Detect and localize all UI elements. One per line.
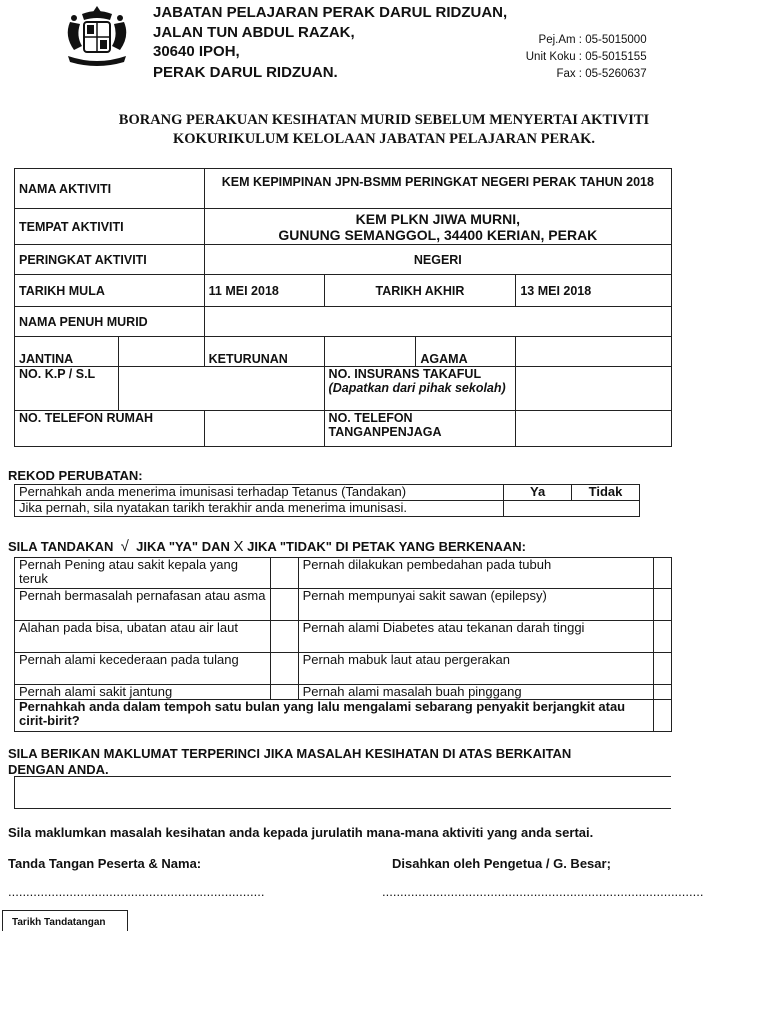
principal-signature-line[interactable]: ......................................................................................... [382,884,704,899]
keturunan-label: KETURUNAN [204,337,324,367]
tempat-aktiviti-value: KEM PLKN JIWA MURNI, GUNUNG SEMANGGOL, 34400 KERIAN, PERAK [204,209,671,245]
insurans-label: NO. INSURANS TAKAFUL (Dapatkan dari pihak sekolah) [324,367,516,411]
check-mark-icon: √ [120,538,129,555]
condition-right-3-box[interactable] [654,621,672,653]
nama-aktiviti-value: KEM KEPIMPINAN JPN-BSMM PERINGKAT NEGERI PERAK TAHUN 2018 [204,169,671,209]
participant-signature-line[interactable]: ....................................................................... [8,884,265,899]
address-line-1: JABATAN PELAJARAN PERAK DARUL RIDZUAN, [153,4,508,21]
condition-right-4-box[interactable] [654,653,672,685]
tetanus-question: Pernahkah anda menerima imunisasi terhadap Tetanus (Tandakan) [15,485,504,501]
condition-left-5-box[interactable] [270,685,298,700]
condition-infectious-question: Pernahkah anda dalam tempoh satu bulan yang lalu mengalami sebarang penyakit berjangkit atau cirit-birit? [15,700,654,732]
health-details-field[interactable] [14,776,671,809]
tarikh-akhir-label: TARIKH AKHIR [324,275,516,307]
condition-left-5: Pernah alami sakit jantung [15,685,271,700]
address-line-3: 30640 IPOH, [153,43,240,60]
nama-murid-field[interactable] [204,307,671,337]
nama-murid-label: NAMA PENUH MURID [15,307,205,337]
peringkat-aktiviti-value: NEGERI [204,245,671,275]
condition-right-1-box[interactable] [654,558,672,589]
cross-mark-icon: X [233,538,244,555]
ya-option[interactable]: Ya [504,485,572,501]
condition-left-4: Pernah alami kecederaan pada tulang [15,653,271,685]
form-title-line-1: BORANG PERAKUAN KESIHATAN MURID SEBELUM MENYERTAI AKTIVITI [118,112,650,128]
condition-left-3-box[interactable] [270,621,298,653]
immunisation-table [14,484,640,517]
inform-trainer-note: Sila maklumkan masalah kesihatan anda kepada jurulatih mana-mana aktiviti yang anda sertai. [8,825,594,840]
contact-fax: Fax : 05-5260637 [556,68,647,80]
address-line-2: JALAN TUN ABDUL RAZAK, [153,24,355,41]
details-heading-2: DENGAN ANDA. [8,762,109,777]
malaysia-coat-of-arms-icon [60,4,134,70]
jantina-label: JANTINA [15,337,119,367]
condition-right-4: Pernah mabuk laut atau pergerakan [298,653,653,685]
condition-left-3: Alahan pada bisa, ubatan atau air laut [15,621,271,653]
condition-right-3: Pernah alami Diabetes atau tekanan darah tinggi [298,621,653,653]
health-conditions-table [14,557,672,732]
contact-unit-koku: Unit Koku : 05-5015155 [525,51,647,63]
contact-pejabat: Pej.Am : 05-5015000 [538,34,647,46]
participant-signature-label: Tanda Tangan Peserta & Nama: [8,856,202,871]
signature-date-box[interactable] [2,910,128,931]
condition-right-2-box[interactable] [654,589,672,621]
condition-right-1: Pernah dilakukan pembedahan pada tubuh [298,558,653,589]
telefon-penjaga-label: NO. TELEFON TANGANPENJAGA [324,411,516,447]
condition-infectious-box[interactable] [654,700,672,732]
tempat-aktiviti-label: TEMPAT AKTIVITI [15,209,205,245]
tarikh-akhir-value: 13 MEI 2018 [516,275,672,307]
signature-date-label: Tarikh Tandatangan [12,917,106,928]
insurans-field[interactable] [516,367,672,411]
tidak-option[interactable]: Tidak [572,485,640,501]
nama-aktiviti-label: NAMA AKTIVITI [15,169,205,209]
condition-left-1-box[interactable] [270,558,298,589]
tarikh-imunisasi-field[interactable] [504,501,640,517]
condition-right-5: Pernah alami masalah buah pinggang [298,685,653,700]
condition-left-1: Pernah Pening atau sakit kepala yang teruk [15,558,271,589]
telefon-rumah-field[interactable] [204,411,324,447]
activity-info-table [14,168,672,447]
address-line-4: PERAK DARUL RIDZUAN. [153,64,338,81]
telefon-rumah-label: NO. TELEFON RUMAH [15,411,205,447]
condition-left-2-box[interactable] [270,589,298,621]
tarikh-mula-label: TARIKH MULA [15,275,205,307]
telefon-penjaga-field[interactable] [516,411,672,447]
form-title-line-2: KOKURIKULUM KELOLAAN JABATAN PELAJARAN PERAK. [173,131,595,147]
keturunan-field[interactable] [324,337,416,367]
tarikh-imunisasi-question: Jika pernah, sila nyatakan tarikh terakhir anda menerima imunisasi. [15,501,504,517]
peringkat-aktiviti-label: PERINGKAT AKTIVITI [15,245,205,275]
no-kp-field[interactable] [118,367,324,411]
agama-field[interactable] [516,337,672,367]
principal-signature-label: Disahkan oleh Pengetua / G. Besar; [392,856,611,871]
agama-label: AGAMA [416,337,516,367]
condition-right-5-box[interactable] [654,685,672,700]
rekod-perubatan-heading: REKOD PERUBATAN: [8,468,143,483]
details-heading-1: SILA BERIKAN MAKLUMAT TERPERINCI JIKA MASALAH KESIHATAN DI ATAS BERKAITAN [8,746,572,761]
condition-left-2: Pernah bermasalah pernafasan atau asma [15,589,271,621]
jantina-field[interactable] [118,337,204,367]
tarikh-mula-value: 11 MEI 2018 [204,275,324,307]
condition-left-4-box[interactable] [270,653,298,685]
condition-right-2: Pernah mempunyai sakit sawan (epilepsy) [298,589,653,621]
no-kp-label: NO. K.P / S.L [15,367,119,411]
tick-instruction: SILA TANDAKAN √ JIKA "YA" DAN X JIKA "TIDAK" DI PETAK YANG BERKENAAN: [8,538,526,555]
